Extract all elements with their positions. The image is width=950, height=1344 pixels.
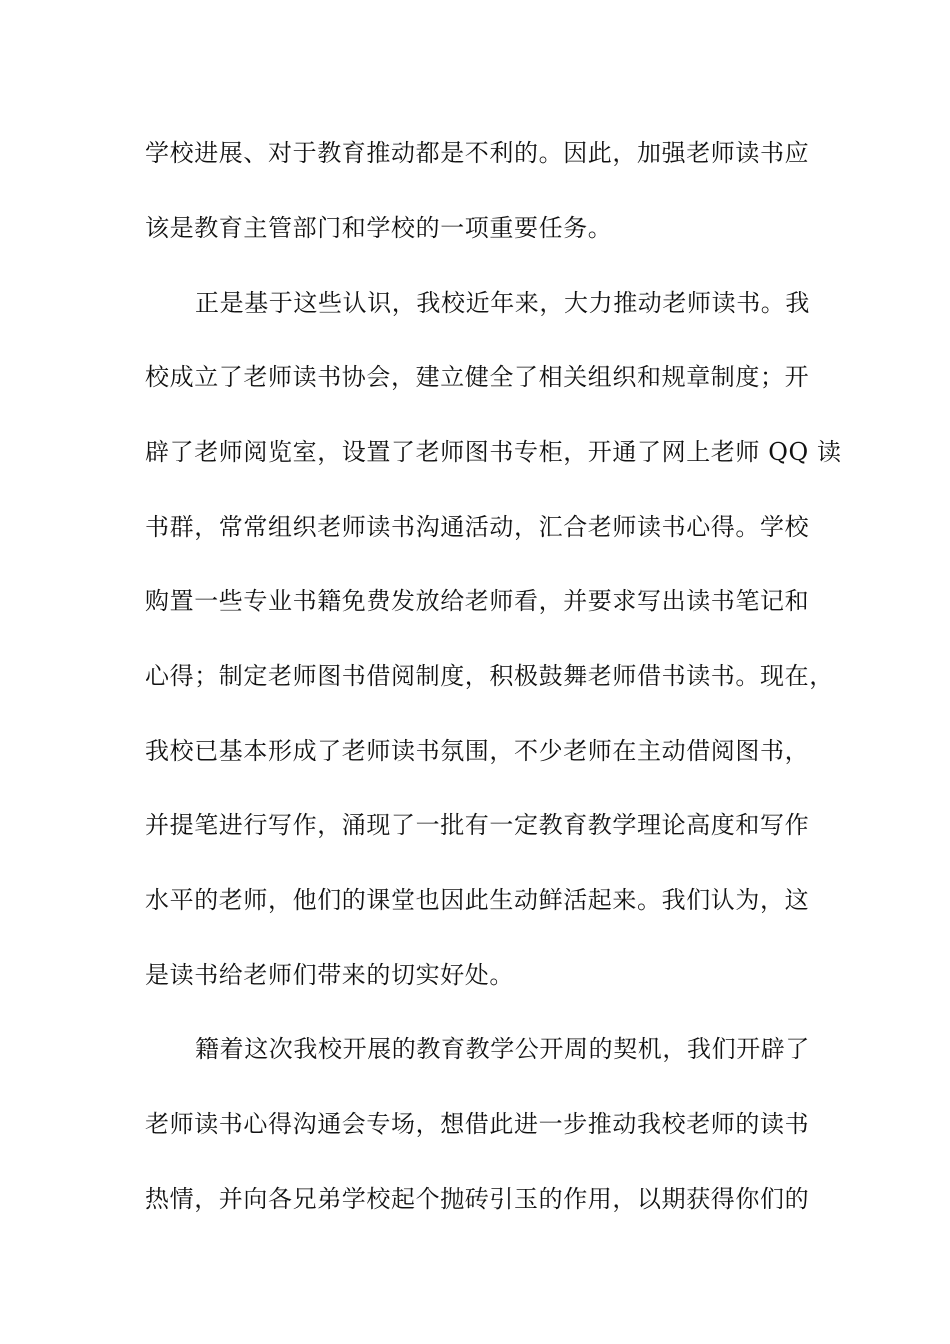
text-line: 校成立了老师读书协会，建立健全了相关组织和规章制度；开 — [145, 363, 810, 391]
text-line: 书群，常常组织老师读书沟通活动，汇合老师读书心得。学校 — [145, 513, 810, 541]
paragraph-start-line: 正是基于这些认识，我校近年来，大力推动老师读书。我 — [195, 289, 810, 317]
text-line: 购置一些专业书籍免费发放给老师看，并要求写出读书笔记和 — [145, 587, 810, 615]
text-line: 水平的老师，他们的课堂也因此生动鲜活起来。我们认为，这 — [145, 886, 810, 914]
text-line: 并提笔进行写作，涌现了一批有一定教育教学理论高度和写作 — [145, 811, 810, 839]
text-line: 我校已基本形成了老师读书氛围，不少老师在主动借阅图书， — [145, 737, 810, 765]
text-line: 热情，并向各兄弟学校起个抛砖引玉的作用，以期获得你们的 — [145, 1185, 810, 1213]
text-line: 心得；制定老师图书借阅制度，积极鼓舞老师借书读书。现在， — [145, 662, 834, 690]
text-line: 老师读书心得沟通会专场，想借此进一步推动我校老师的读书 — [145, 1110, 810, 1138]
text-line: 是读书给老师们带来的切实好处。 — [145, 961, 514, 989]
paragraph-start-line: 籍着这次我校开展的教育教学公开周的契机，我们开辟了 — [195, 1035, 810, 1063]
text-line: 该是教育主管部门和学校的一项重要任务。 — [145, 214, 613, 242]
text-line: 辟了老师阅览室，设置了老师图书专柜，开通了网上老师 QQ 读 — [145, 438, 842, 466]
text-line: 学校进展、对于教育推动都是不利的。因此，加强老师读书应 — [145, 139, 810, 167]
